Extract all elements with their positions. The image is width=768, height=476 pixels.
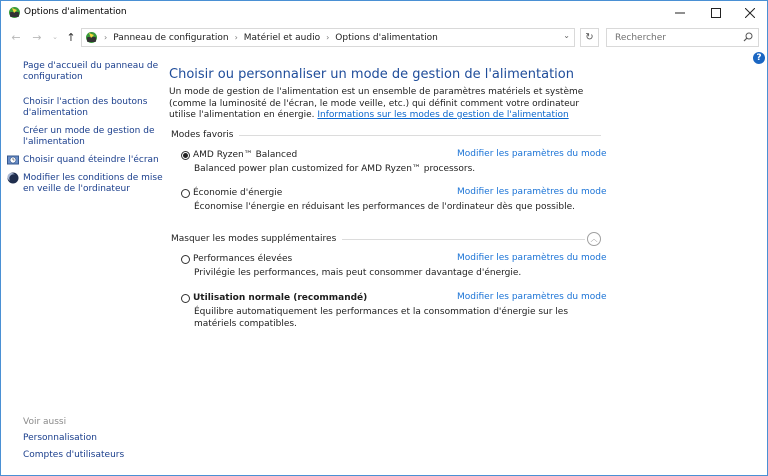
sidebar-item-sleep-settings[interactable]: Modifier les conditions de mise en veille de l'ordinateur <box>23 173 163 194</box>
up-button[interactable] <box>64 29 78 45</box>
divider <box>239 135 601 136</box>
left-navigation-pane <box>1 53 161 473</box>
plan-radio-power-saver[interactable] <box>181 189 190 198</box>
arrow-right-icon: → <box>32 30 42 44</box>
maximize-icon <box>711 8 721 18</box>
plan-radio-amd-ryzen-balanced[interactable] <box>181 151 190 160</box>
refresh-icon: ↻ <box>585 32 594 43</box>
search-input[interactable] <box>613 32 737 44</box>
sidebar-item-create-plan[interactable]: Créer un mode de gestion de l'alimentation <box>23 126 155 147</box>
close-icon <box>745 8 755 18</box>
favorite-plans-header <box>171 130 601 140</box>
collapse-button[interactable] <box>587 232 601 246</box>
minimize-button[interactable] <box>663 1 697 25</box>
arrow-up-icon: ↑ <box>66 30 76 44</box>
chevron-up-icon: ︿ <box>590 235 598 243</box>
change-plan-settings-link[interactable]: Modifier les paramètres du mode <box>457 187 607 197</box>
breadcrumb-hardware-sound[interactable]: Matériel et audio <box>243 32 321 43</box>
recent-locations-button[interactable] <box>48 29 62 45</box>
plan-description: Économise l'énergie en réduisant les performances de l'ordinateur dès que possible. <box>194 202 575 212</box>
plan-description: Équilibre automatiquement les performances et la consommation d'énergie sur les matériels compatibles. <box>194 307 569 329</box>
plan-radio-high-performance[interactable] <box>181 255 190 264</box>
plan-name[interactable]: Économie d'énergie <box>193 188 283 198</box>
breadcrumb-power-options[interactable]: Options d'alimentation <box>335 32 438 43</box>
plan-name[interactable]: Performances élevées <box>193 254 293 264</box>
help-icon[interactable]: ? <box>753 52 765 64</box>
back-button[interactable] <box>9 29 23 45</box>
group-header-label[interactable]: Masquer les modes supplémentaires <box>171 234 337 244</box>
breadcrumb-separator-icon: › <box>234 33 238 42</box>
address-dropdown-icon[interactable]: ⌄ <box>563 31 570 40</box>
plan-balanced-recommended <box>181 292 607 330</box>
change-plan-settings-link[interactable]: Modifier les paramètres du mode <box>457 149 607 159</box>
sidebar-item-control-panel-home[interactable]: Page d'accueil du panneau de configuration <box>23 61 159 82</box>
see-also-heading: Voir aussi <box>23 417 67 427</box>
power-options-icon <box>8 6 21 19</box>
refresh-button[interactable] <box>580 28 599 47</box>
display-clock-icon <box>7 154 19 166</box>
navigation-bar <box>1 25 767 49</box>
group-header-label: Modes favoris <box>171 130 234 140</box>
sidebar-item-display-off[interactable]: Choisir quand éteindre l'écran <box>23 155 159 165</box>
minimize-icon <box>675 8 685 18</box>
see-also-user-accounts[interactable]: Comptes d'utilisateurs <box>23 450 125 460</box>
plan-name[interactable]: Utilisation normale (recommandé) <box>193 293 368 303</box>
radio-selected-dot <box>183 153 188 158</box>
sidebar-item-power-buttons[interactable]: Choisir l'action des boutons d'alimentation <box>23 97 148 118</box>
search-icon <box>743 32 753 42</box>
window-title: Options d'alimentation <box>24 7 127 17</box>
control-panel-icon <box>85 31 98 44</box>
divider <box>342 239 585 240</box>
plan-name[interactable]: AMD Ryzen™ Balanced <box>193 150 298 160</box>
maximize-button[interactable] <box>699 1 733 25</box>
plan-power-saver <box>181 187 607 214</box>
breadcrumb-control-panel[interactable]: Panneau de configuration <box>113 32 229 43</box>
plan-radio-balanced[interactable] <box>181 294 190 303</box>
arrow-left-icon: ← <box>11 30 21 44</box>
plan-description: Balanced power plan customized for AMD Ryzen™ processors. <box>194 164 476 174</box>
change-plan-settings-link[interactable]: Modifier les paramètres du mode <box>457 292 607 302</box>
intro-text <box>169 87 589 122</box>
plan-description: Privilégie les performances, mais peut consommer davantage d'énergie. <box>194 268 522 278</box>
change-plan-settings-link[interactable]: Modifier les paramètres du mode <box>457 253 607 263</box>
moon-icon <box>7 172 19 184</box>
additional-plans-header <box>171 232 601 246</box>
breadcrumb-separator-icon: › <box>326 33 330 42</box>
plan-high-performance <box>181 253 607 280</box>
plan-amd-ryzen-balanced <box>181 149 607 176</box>
chevron-down-icon: ⌄ <box>52 33 58 41</box>
forward-button[interactable] <box>30 29 44 45</box>
breadcrumb-separator-icon: › <box>104 33 108 42</box>
close-button[interactable] <box>733 1 767 25</box>
see-also-personalization[interactable]: Personnalisation <box>23 433 97 443</box>
page-title: Choisir ou personnaliser un mode de gestion de l'alimentation <box>169 67 574 82</box>
intro-description: Un mode de gestion de l'alimentation est un ensemble de paramètres matériels et système (comme la luminosité de l'écran, le mode veille, etc.) qui définit comment votre ordinateur utilise l'alimentation en énergie. <box>169 87 584 120</box>
power-plans-info-link[interactable]: Informations sur les modes de gestion de l'alimentation <box>317 110 569 120</box>
title-bar <box>1 1 767 25</box>
search-box[interactable] <box>606 28 759 47</box>
address-bar[interactable] <box>81 28 575 47</box>
